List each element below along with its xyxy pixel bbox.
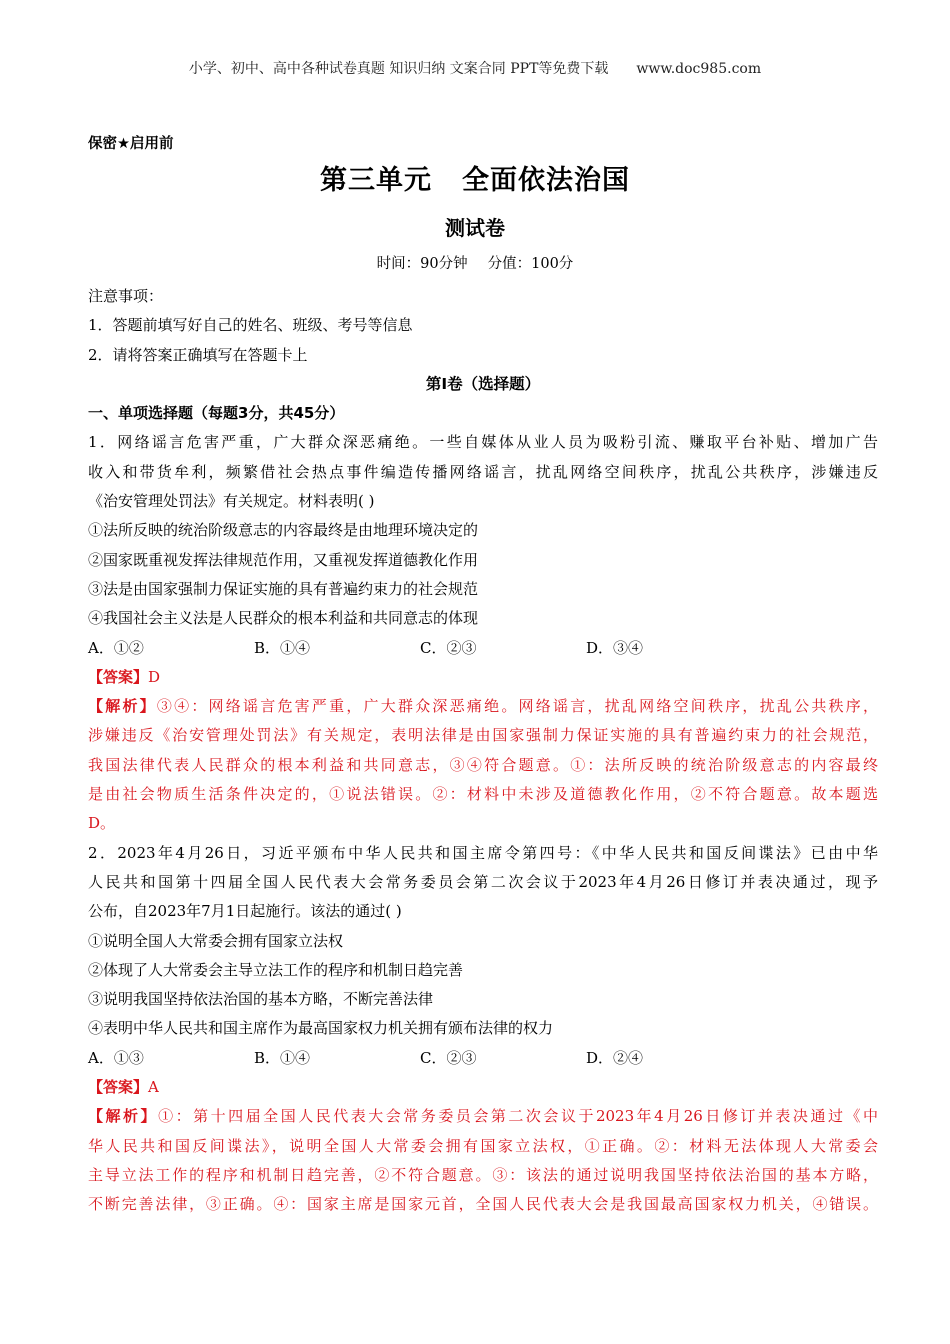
statement-item: ④表明中华人民共和国主席作为最高国家权力机关拥有颁布法律的权力	[88, 1019, 554, 1038]
statement-item: ①说明全国人大常委会拥有国家立法权	[88, 931, 344, 950]
question-stem-line: 1．网络谣言危害严重，广大群众深恶痛绝。一些自媒体从业人员为吸粉引流、赚取平台补贴、增加广告	[88, 433, 878, 452]
title-unit: 第三单元	[320, 165, 432, 196]
option-c: C．②③	[420, 1048, 477, 1067]
answer-value: A	[148, 1078, 159, 1097]
header-site-link[interactable]: www.doc985.com	[636, 61, 762, 77]
statement-item: ②体现了人大常委会主导立法工作的程序和机制日趋完善	[88, 960, 464, 979]
analysis-line: 是由社会物质生活条件决定的，①说法错误。②：材料中未涉及道德教化作用，②不符合题意。故本题选	[88, 785, 878, 804]
analysis-line: 【解析】③④：网络谣言危害严重，广大群众深恶痛绝。网络谣言，扰乱网络空间秩序，扰乱公共秩序，	[88, 697, 878, 716]
statement-item: ③法是由国家强制力保证实施的具有普遍约束力的社会规范	[88, 579, 479, 598]
analysis-line: 主导立法工作的程序和机制日趋完善，②不符合题意。③：该法的通过说明我国坚持依法治国的基本方略，	[88, 1165, 878, 1184]
option-a: A．①②	[88, 638, 144, 657]
header-banner: 小学、初中、高中各种试卷真题 知识归纳 文案合同 PPT等免费下载	[188, 61, 609, 77]
question-stem-line: 《治安管理处罚法》有关规定。材料表明( )	[88, 492, 375, 511]
question-stem-line: 公布，自2023年7月1日起施行。该法的通过( )	[88, 902, 402, 921]
answer-value: D	[148, 667, 161, 686]
answer-tag: 【答案】	[88, 667, 149, 686]
analysis-line: 华人民共和国反间谍法》，说明全国人大常委会拥有国家立法权，①正确。②：材料无法体现人大常委会	[88, 1136, 878, 1155]
notice-heading: 注意事项：	[88, 287, 164, 305]
title-topic: 全面依法治国	[462, 165, 630, 196]
question-stem-line: 收入和带货牟利，频繁借社会热点事件编造传播网络谣言，扰乱网络空间秩序，扰乱公共秩序，涉嫌违反	[88, 462, 878, 481]
answer-line	[88, 663, 878, 692]
option-c: C．②③	[420, 638, 477, 657]
analysis-line: 不断完善法律，③正确。④：国家主席是国家元首，全国人民代表大会是我国最高国家权力机关，④错误。	[88, 1195, 878, 1214]
notice-item-2: 2．请将答案正确填写在答题卡上	[88, 345, 308, 364]
page-subtitle: 测试卷	[445, 216, 505, 240]
page-title	[0, 158, 950, 197]
confidential-mark: 保密★启用前	[88, 136, 174, 152]
exam-time: 时间：90分钟	[376, 256, 468, 272]
question-1	[88, 428, 878, 838]
option-d: D．③④	[586, 638, 644, 657]
page-header	[0, 58, 950, 78]
analysis-line: 【解析】①：第十四届全国人民代表大会常务委员会第二次会议于2023年4月26日修订并表决通过《中	[88, 1107, 878, 1126]
analysis-line: D。	[88, 814, 116, 833]
analysis-line: 涉嫌违反《治安管理处罚法》有关规定，表明法律是由国家强制力保证实施的具有普遍约束力的社会规范，	[88, 726, 878, 745]
part-heading: 一、单项选择题（每题3分，共45分）	[88, 404, 345, 423]
option-d: D．②④	[586, 1048, 644, 1067]
exam-score: 分值：100分	[487, 256, 574, 272]
statement-item: ④我国社会主义法是人民群众的根本利益和共同意志的体现	[88, 609, 479, 628]
exam-info	[0, 252, 950, 273]
question-stem-line: 人民共和国第十四届全国人民代表大会常务委员会第二次会议于2023年4月26日修订并表决通过，现予	[88, 872, 878, 891]
question-stem-line: 2．2023年4月26日，习近平颁布中华人民共和国主席令第四号：《中华人民共和国反间谍法》已由中华	[88, 843, 878, 862]
option-a: A．①③	[88, 1048, 144, 1067]
analysis-line: 我国法律代表人民群众的根本利益和共同意志，③④符合题意。①：法所反映的统治阶级意志的内容最终	[88, 755, 878, 774]
answer-options	[88, 1044, 878, 1073]
answer-line	[88, 1073, 878, 1102]
analysis-tag: 【解析】	[88, 1107, 159, 1126]
statement-item: ③说明我国坚持依法治国的基本方略，不断完善法律	[88, 990, 434, 1009]
statement-item: ①法所反映的统治阶级意志的内容最终是由地理环境决定的	[88, 521, 479, 540]
notice-item-1: 1．答题前填写好自己的姓名、班级、考号等信息	[88, 316, 413, 335]
section-title: 第Ⅰ卷（选择题）	[425, 374, 541, 393]
analysis-tag: 【解析】	[88, 697, 157, 716]
statement-item: ②国家既重视发挥法律规范作用，又重视发挥道德教化作用	[88, 550, 479, 569]
answer-options	[88, 634, 878, 663]
option-b: B．①④	[254, 1048, 311, 1067]
option-b: B．①④	[254, 638, 311, 657]
document-body	[88, 282, 878, 1220]
answer-tag: 【答案】	[88, 1078, 149, 1097]
question-2	[88, 839, 878, 1220]
